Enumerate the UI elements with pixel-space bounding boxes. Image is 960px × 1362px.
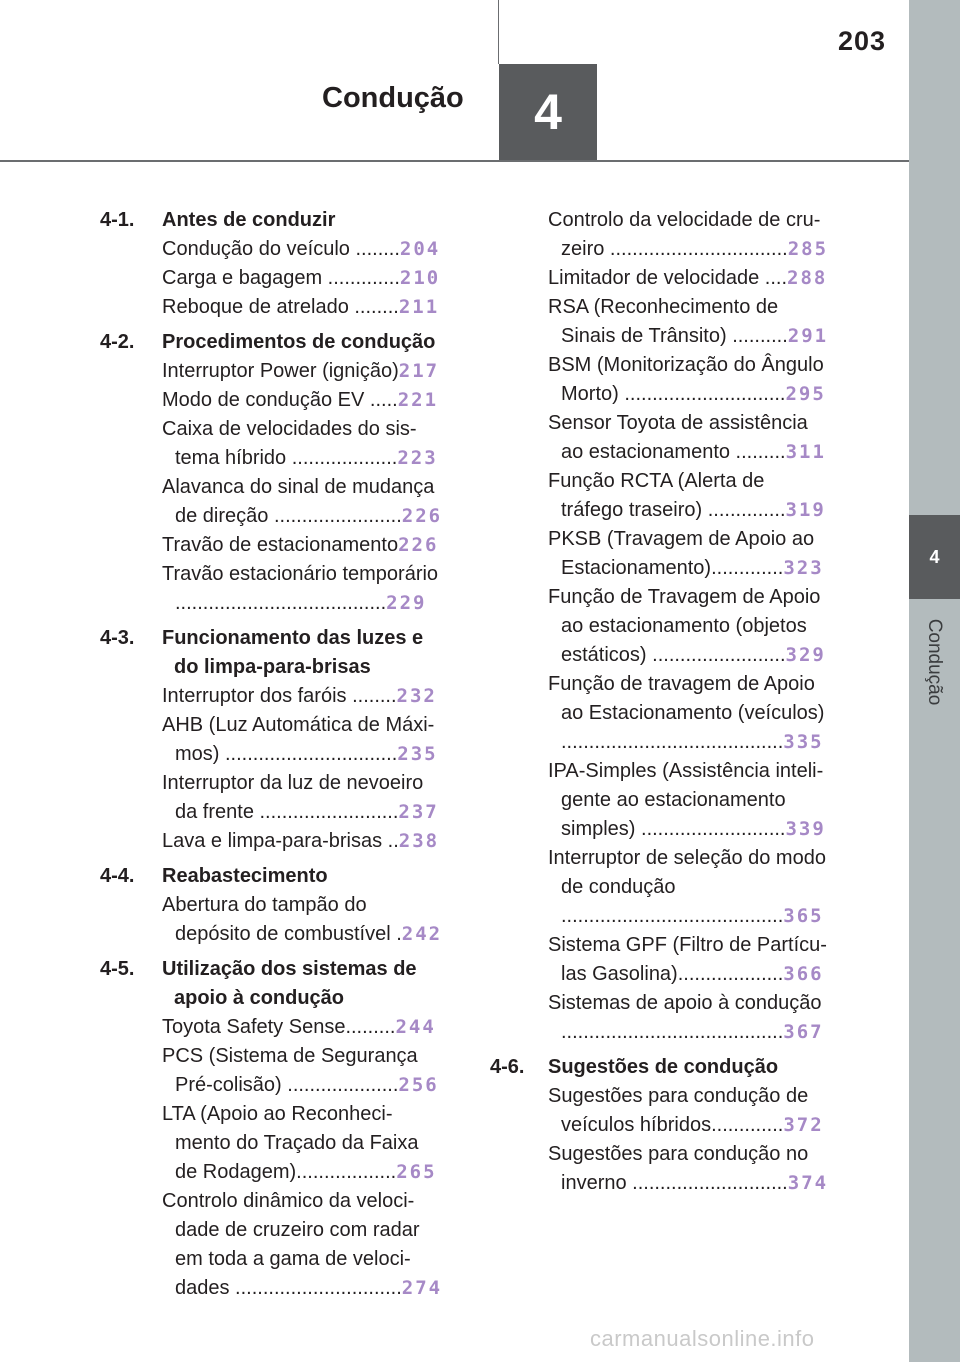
entry-text: Alavanca do sinal de mudança xyxy=(162,476,435,498)
entry-text: Sistemas de apoio à condução xyxy=(548,992,822,1014)
entry-text: Sugestões para condução no xyxy=(548,1143,809,1165)
entry-text: dade de cruzeiro com radar xyxy=(175,1219,420,1241)
entry-text: Controlo dinâmico da veloci- xyxy=(162,1190,415,1212)
entry-text-line xyxy=(548,815,850,844)
entry-text-line xyxy=(548,322,850,351)
entry-text: Reboque de atrelado ........ xyxy=(162,296,399,318)
entry-text-line xyxy=(162,531,464,560)
entry-text: dades .............................. xyxy=(175,1277,402,1299)
entry-text-line xyxy=(548,496,850,525)
section-heading xyxy=(100,862,464,891)
entry-text-line xyxy=(162,798,464,827)
section-title-line: Sugestões de condução xyxy=(548,1056,779,1078)
page-link[interactable]: 329 xyxy=(785,644,826,666)
entry-text: tráfego traseiro) .............. xyxy=(561,499,786,521)
entry-text-line xyxy=(548,293,850,322)
entry-text: Controlo da velocidade de cru- xyxy=(548,209,821,231)
entry-text: ........................................ xyxy=(561,905,784,927)
page-link[interactable]: 226 xyxy=(401,505,443,527)
toc-entry[interactable] xyxy=(162,415,464,473)
entry-text: las Gasolina)................... xyxy=(561,963,784,985)
entry-text-line xyxy=(548,235,850,264)
entry-text: inverno ............................ xyxy=(561,1172,788,1194)
toc-entry[interactable] xyxy=(162,264,464,293)
watermark: carmanualsonline.info xyxy=(590,1326,815,1351)
entry-text-line xyxy=(548,670,850,699)
section-heading xyxy=(490,1053,850,1082)
entry-text: Função de travagem de Apoio xyxy=(548,673,815,695)
entry-text: PCS (Sistema de Segurança xyxy=(162,1045,418,1067)
entry-text-line xyxy=(162,473,464,502)
entry-text-line xyxy=(548,786,850,815)
toc-entry[interactable] xyxy=(548,1082,850,1140)
entry-text: ...................................... xyxy=(175,592,387,614)
page-link[interactable]: 237 xyxy=(398,801,439,823)
section-title-line: Utilização dos sistemas de xyxy=(162,958,417,980)
entry-text-line xyxy=(162,1013,464,1042)
toc-entry[interactable] xyxy=(162,1042,464,1100)
entry-text: da frente ......................... xyxy=(175,801,399,823)
page-link[interactable]: 288 xyxy=(787,267,828,289)
section-number: 4-2. xyxy=(100,331,135,353)
toc-entry[interactable] xyxy=(162,560,464,618)
page-link[interactable]: 238 xyxy=(398,830,440,852)
section-title-line: apoio à condução xyxy=(174,987,345,1009)
entry-text-line xyxy=(162,1274,464,1303)
entry-text: Condução do veículo ........ xyxy=(162,238,400,260)
section-number: 4-3. xyxy=(100,627,135,649)
entry-text-line xyxy=(548,206,850,235)
entry-text: Sinais de Trânsito) .......... xyxy=(561,325,788,347)
page-link[interactable]: 323 xyxy=(783,557,824,579)
toc-section xyxy=(490,1053,850,1198)
entry-text-line xyxy=(548,960,850,989)
toc-entry[interactable] xyxy=(162,386,464,415)
entry-text: depósito de combustível . xyxy=(175,923,402,945)
entry-text-line xyxy=(162,386,464,415)
section-number: 4-6. xyxy=(490,1056,525,1078)
entry-text-line xyxy=(162,769,464,798)
entry-text: veículos híbridos............. xyxy=(561,1114,784,1136)
entry-text-line xyxy=(548,989,850,1018)
entry-text-line xyxy=(548,931,850,960)
entry-text-line xyxy=(548,873,850,902)
entry-text-line xyxy=(548,1018,850,1047)
entry-text-line xyxy=(162,1100,464,1129)
page-link[interactable]: 223 xyxy=(397,447,438,469)
toc-entry[interactable] xyxy=(162,1013,464,1042)
section-title-line: Procedimentos de condução xyxy=(162,331,436,353)
toc-section xyxy=(100,862,464,949)
toc-entry[interactable] xyxy=(162,531,464,560)
toc-section xyxy=(490,206,850,1047)
entry-text: IPA-Simples (Assistência inteli- xyxy=(548,760,824,782)
section-title-line: Funcionamento das luzes e xyxy=(162,627,424,649)
entry-text-line xyxy=(548,612,850,641)
entry-text-line xyxy=(162,560,464,589)
entry-text-line xyxy=(548,264,850,293)
entry-text-line xyxy=(162,891,464,920)
entry-text: zeiro ................................ xyxy=(561,238,788,260)
entry-text-line xyxy=(548,1169,850,1198)
page-link[interactable]: 221 xyxy=(397,389,439,411)
chapter-number-box: 4 xyxy=(499,64,597,160)
entry-text: Pré-colisão) .................... xyxy=(175,1074,399,1096)
entry-text-line xyxy=(548,844,850,873)
page-link[interactable]: 374 xyxy=(787,1172,829,1194)
toc-entry[interactable] xyxy=(548,525,850,583)
entry-text: ao estacionamento ......... xyxy=(561,441,786,463)
entry-text: PKSB (Travagem de Apoio ao xyxy=(548,528,815,550)
entry-text: Modo de condução EV ..... xyxy=(162,389,398,411)
entry-text: ao Estacionamento (veículos) xyxy=(561,702,825,724)
toc-entry[interactable] xyxy=(548,467,850,525)
entry-text-line xyxy=(162,682,464,711)
entry-text: Travão estacionário temporário xyxy=(162,563,439,585)
entry-text-line xyxy=(162,1158,464,1187)
entry-text: RSA (Reconhecimento de xyxy=(548,296,779,318)
toc-section xyxy=(100,955,464,1303)
toc-entry[interactable] xyxy=(548,989,850,1047)
entry-text-line xyxy=(162,827,464,856)
entry-text: Sensor Toyota de assistência xyxy=(548,412,808,434)
entry-text-line xyxy=(162,264,464,293)
entry-text: LTA (Apoio ao Reconheci- xyxy=(162,1103,393,1125)
entry-text-line xyxy=(548,728,850,757)
toc-section xyxy=(100,206,464,322)
entry-text: gente ao estacionamento xyxy=(561,789,786,811)
entry-text-line xyxy=(162,1042,464,1071)
entry-text: Estacionamento)............. xyxy=(561,557,784,579)
entry-text: Interruptor dos faróis ........ xyxy=(162,685,397,707)
toc-entry[interactable] xyxy=(162,357,464,386)
entry-text: Lava e limpa-para-brisas .. xyxy=(162,830,399,852)
entry-text: Função de Travagem de Apoio xyxy=(548,586,821,608)
entry-text-line xyxy=(162,740,464,769)
entry-text: Interruptor da luz de nevoeiro xyxy=(162,772,424,794)
entry-text-line xyxy=(162,920,464,949)
page-link[interactable]: 366 xyxy=(783,963,824,985)
page-link[interactable]: 235 xyxy=(397,743,438,765)
entry-text-line xyxy=(162,1071,464,1100)
entry-text: mos) ............................... xyxy=(175,743,398,765)
section-title-line: do limpa-para-brisas xyxy=(174,656,371,678)
page-link[interactable]: 365 xyxy=(783,905,824,927)
entry-text-line xyxy=(548,467,850,496)
entry-text: Travão de estacionamento xyxy=(162,534,399,556)
entry-text: Caixa de velocidades do sis- xyxy=(162,418,417,440)
page-link[interactable]: 274 xyxy=(401,1277,443,1299)
page-number: 203 xyxy=(838,26,887,56)
entry-text-line xyxy=(548,380,850,409)
entry-text-line xyxy=(548,409,850,438)
toc-column-right xyxy=(490,206,850,1198)
toc-entry[interactable] xyxy=(548,670,850,757)
toc-entry[interactable] xyxy=(548,757,850,844)
entry-text: ao estacionamento (objetos xyxy=(561,615,807,637)
section-number: 4-1. xyxy=(100,209,135,231)
toc-entry[interactable] xyxy=(548,206,850,264)
entry-text: mento do Traçado da Faixa xyxy=(175,1132,419,1154)
entry-text-line xyxy=(548,351,850,380)
section-heading xyxy=(100,955,464,1013)
side-chapter-label: Condução xyxy=(924,618,945,706)
toc-entry[interactable] xyxy=(162,827,464,856)
toc-entry[interactable] xyxy=(162,891,464,949)
page-link[interactable]: 211 xyxy=(398,296,440,318)
entry-text: Limitador de velocidade .... xyxy=(548,267,788,289)
chapter-title: Condução xyxy=(322,82,464,114)
entry-text: Sistema GPF (Filtro de Partícu- xyxy=(548,934,827,956)
entry-text-line xyxy=(548,583,850,612)
toc-entry[interactable] xyxy=(162,1187,464,1303)
entry-text: Função RCTA (Alerta de xyxy=(548,470,765,492)
page-link[interactable]: 285 xyxy=(787,238,829,260)
entry-text-line xyxy=(162,589,464,618)
entry-text-line xyxy=(162,1187,464,1216)
entry-text-line xyxy=(548,525,850,554)
entry-text: Morto) ............................. xyxy=(561,383,786,405)
entry-text: Carga e bagagem ............. xyxy=(162,267,400,289)
section-title-line: Antes de conduzir xyxy=(162,209,336,231)
page-link[interactable]: 226 xyxy=(398,534,439,556)
entry-text: em toda a gama de veloci- xyxy=(175,1248,411,1270)
section-heading xyxy=(100,328,464,357)
entry-text: de direção ....................... xyxy=(175,505,402,527)
page-link[interactable]: 367 xyxy=(783,1021,824,1043)
entry-text: Toyota Safety Sense......... xyxy=(162,1016,396,1038)
page-link[interactable]: 256 xyxy=(398,1074,439,1096)
toc-entry[interactable] xyxy=(162,235,464,264)
entry-text-line xyxy=(162,357,464,386)
toc-entry[interactable] xyxy=(162,769,464,827)
entry-text: Interruptor Power (ignição) xyxy=(162,360,399,382)
page-link[interactable]: 311 xyxy=(785,441,826,463)
vertical-divider xyxy=(498,0,499,64)
page-link[interactable]: 372 xyxy=(783,1114,824,1136)
toc-entry[interactable] xyxy=(162,1100,464,1187)
entry-text: estáticos) ........................ xyxy=(561,644,786,666)
section-heading xyxy=(100,206,464,235)
entry-text-line xyxy=(548,641,850,670)
entry-text-line xyxy=(162,502,464,531)
header-rule xyxy=(0,160,909,162)
page-link[interactable]: 229 xyxy=(386,592,427,614)
page-link[interactable]: 339 xyxy=(785,818,826,840)
toc-entry[interactable] xyxy=(162,711,464,769)
page-link[interactable]: 217 xyxy=(398,360,440,382)
entry-text: ........................................ xyxy=(561,1021,784,1043)
section-number: 4-4. xyxy=(100,865,135,887)
entry-text: simples) .......................... xyxy=(561,818,786,840)
page-link[interactable]: 244 xyxy=(395,1016,436,1038)
toc-entry[interactable] xyxy=(162,682,464,711)
toc-entry[interactable] xyxy=(548,844,850,931)
toc-entry[interactable] xyxy=(548,264,850,293)
side-chapter-tab[interactable]: 4 xyxy=(909,515,960,599)
toc-entry[interactable] xyxy=(162,473,464,531)
toc-entry[interactable] xyxy=(548,409,850,467)
page-link[interactable]: 319 xyxy=(785,499,826,521)
entry-text-line xyxy=(548,757,850,786)
page-link[interactable]: 232 xyxy=(396,685,437,707)
entry-text-line xyxy=(162,444,464,473)
entry-text-line xyxy=(548,438,850,467)
toc-entry[interactable] xyxy=(548,351,850,409)
toc-entry[interactable] xyxy=(548,293,850,351)
entry-text-line xyxy=(162,235,464,264)
entry-text: de Rodagem).................. xyxy=(175,1161,397,1183)
entry-text: AHB (Luz Automática de Máxi- xyxy=(162,714,435,736)
entry-text: ........................................ xyxy=(561,731,784,753)
entry-text-line xyxy=(548,699,850,728)
entry-text-line xyxy=(162,711,464,740)
toc-entry[interactable] xyxy=(548,1140,850,1198)
page-link[interactable]: 295 xyxy=(785,383,826,405)
entry-text: Abertura do tampão do xyxy=(162,894,367,916)
page-link[interactable]: 210 xyxy=(399,267,441,289)
entry-text-line xyxy=(548,902,850,931)
page-link[interactable]: 204 xyxy=(399,238,441,260)
page-link[interactable]: 265 xyxy=(396,1161,437,1183)
toc-entry[interactable] xyxy=(162,293,464,322)
entry-text: Interruptor de seleção do modo xyxy=(548,847,826,869)
entry-text: tema híbrido ................... xyxy=(175,447,398,469)
entry-text-line xyxy=(162,293,464,322)
entry-text: Sugestões para condução de xyxy=(548,1085,809,1107)
entry-text-line xyxy=(548,1140,850,1169)
entry-text-line xyxy=(162,1216,464,1245)
section-number: 4-5. xyxy=(100,958,135,980)
entry-text-line xyxy=(548,1111,850,1140)
page-link[interactable]: 291 xyxy=(787,325,829,347)
entry-text-line xyxy=(162,1245,464,1274)
toc-column-left xyxy=(100,206,464,1303)
entry-text: de condução xyxy=(561,876,676,898)
toc-section xyxy=(100,624,464,856)
entry-text: BSM (Monitorização do Ângulo xyxy=(548,354,824,376)
entry-text-line xyxy=(162,1129,464,1158)
section-title-line: Reabastecimento xyxy=(162,865,328,887)
page-link[interactable]: 335 xyxy=(783,731,824,753)
page-link[interactable]: 242 xyxy=(401,923,443,945)
toc-entry[interactable] xyxy=(548,931,850,989)
toc-entry[interactable] xyxy=(548,583,850,670)
toc-section xyxy=(100,328,464,618)
section-heading xyxy=(100,624,464,682)
entry-text-line xyxy=(548,1082,850,1111)
entry-text-line xyxy=(162,415,464,444)
entry-text-line xyxy=(548,554,850,583)
